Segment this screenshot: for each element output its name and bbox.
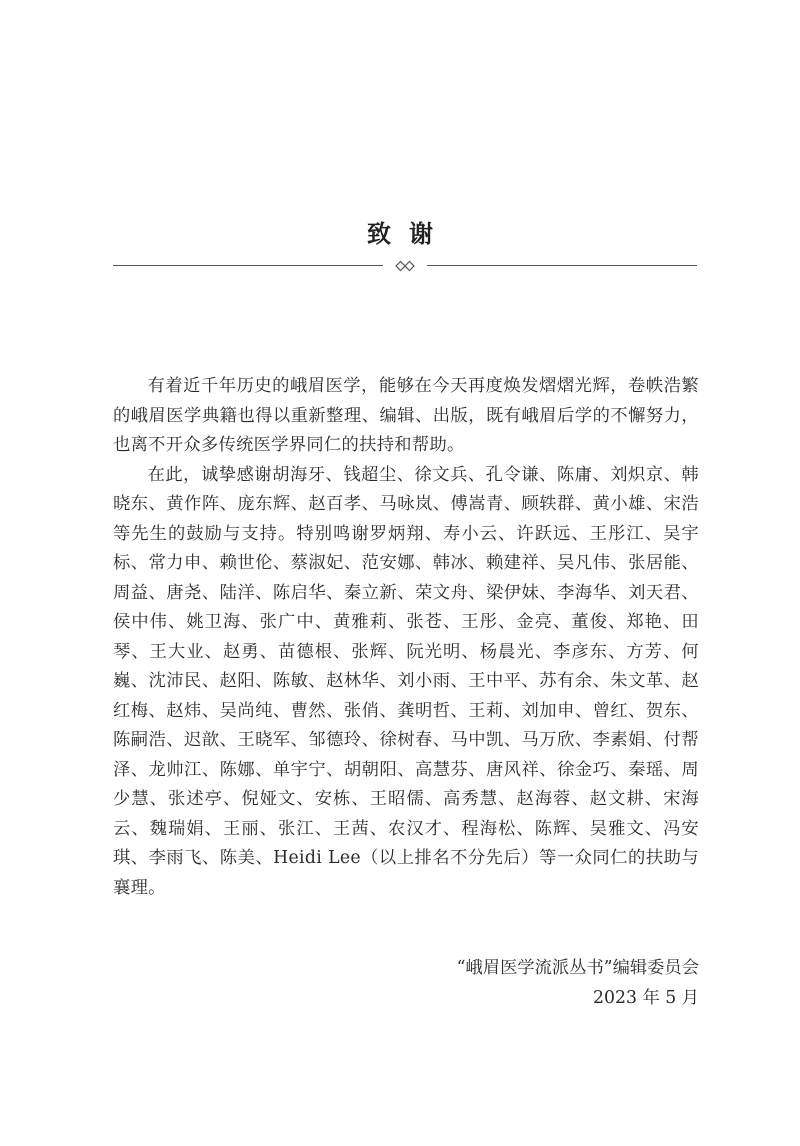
paragraph-intro: 有着近千年历史的峨眉医学，能够在今天再度焕发熠熠光辉，卷帙浩繁的峨眉医学典籍也得以重新整理、编辑、出版，既有峨眉后学的不懈努力，也离不开众多传统医学界同仁的扶持和帮助。 (113, 376, 699, 455)
title-divider (113, 258, 697, 274)
double-diamond-icon (395, 260, 415, 272)
signature-block (457, 954, 699, 1013)
page-title: 致谢 (367, 220, 451, 248)
signature-date: 2023 年 5 月 (592, 987, 699, 1008)
paragraph-thanks: 在此，诚挚感谢胡海牙、钱超尘、徐文兵、孔令谦、陈庸、刘炽京、韩晓东、黄作阵、庞东辉、赵百孝、马咏岚、傅嵩青、顾轶群、黄小雄、宋浩等先生的鼓励与支持。特别鸣谢罗炳翔、寿小云、许跃远、王彤江、吴宇标、常力申、赖世伦、蔡淑妃、范安娜、韩冰、赖建祥、吴凡伟、张居能、周益、唐尧、陆洋、陈启华、秦立新、荣文舟、梁伊妹、李海华、刘天君、侯中伟、姚卫海、张广中、黄雅莉、张苍、王彤、金亮、董俊、郑艳、田琴、王大业、赵勇、苗德根、张辉、阮光明、杨晨光、李彦东、方芳、何巍、沈沛民、赵阳、陈敏、赵林华、刘小雨、王中平、苏有余、朱文革、赵红梅、赵炜、吴尚纯、曹然、张俏、龚明哲、王莉、刘加申、曾红、贺东、陈嗣浩、迟歆、王晓军、邹德玲、徐树春、马中凯、马万欣、李素娟、付帮泽、龙帅江、陈娜、单宇宁、胡朝阳、高慧芬、唐风祥、徐金巧、秦瑶、周少慧、张述亭、倪娅文、安栋、王昭儒、高秀慧、赵海蓉、赵文耕、宋海云、魏瑞娟、王丽、张江、王茜、农汉才、程海松、陈辉、吴雅文、冯安琪、李雨飞、陈美、Heidi Lee（以上排名不分先后）等一众同仁的扶助与襄理。 (113, 464, 699, 898)
divider-rule-left (113, 265, 383, 266)
acknowledgement-body (113, 372, 699, 903)
signature-committee: “峨眉医学流派丛书”编辑委员会 (456, 958, 699, 978)
divider-rule-right (427, 265, 697, 266)
